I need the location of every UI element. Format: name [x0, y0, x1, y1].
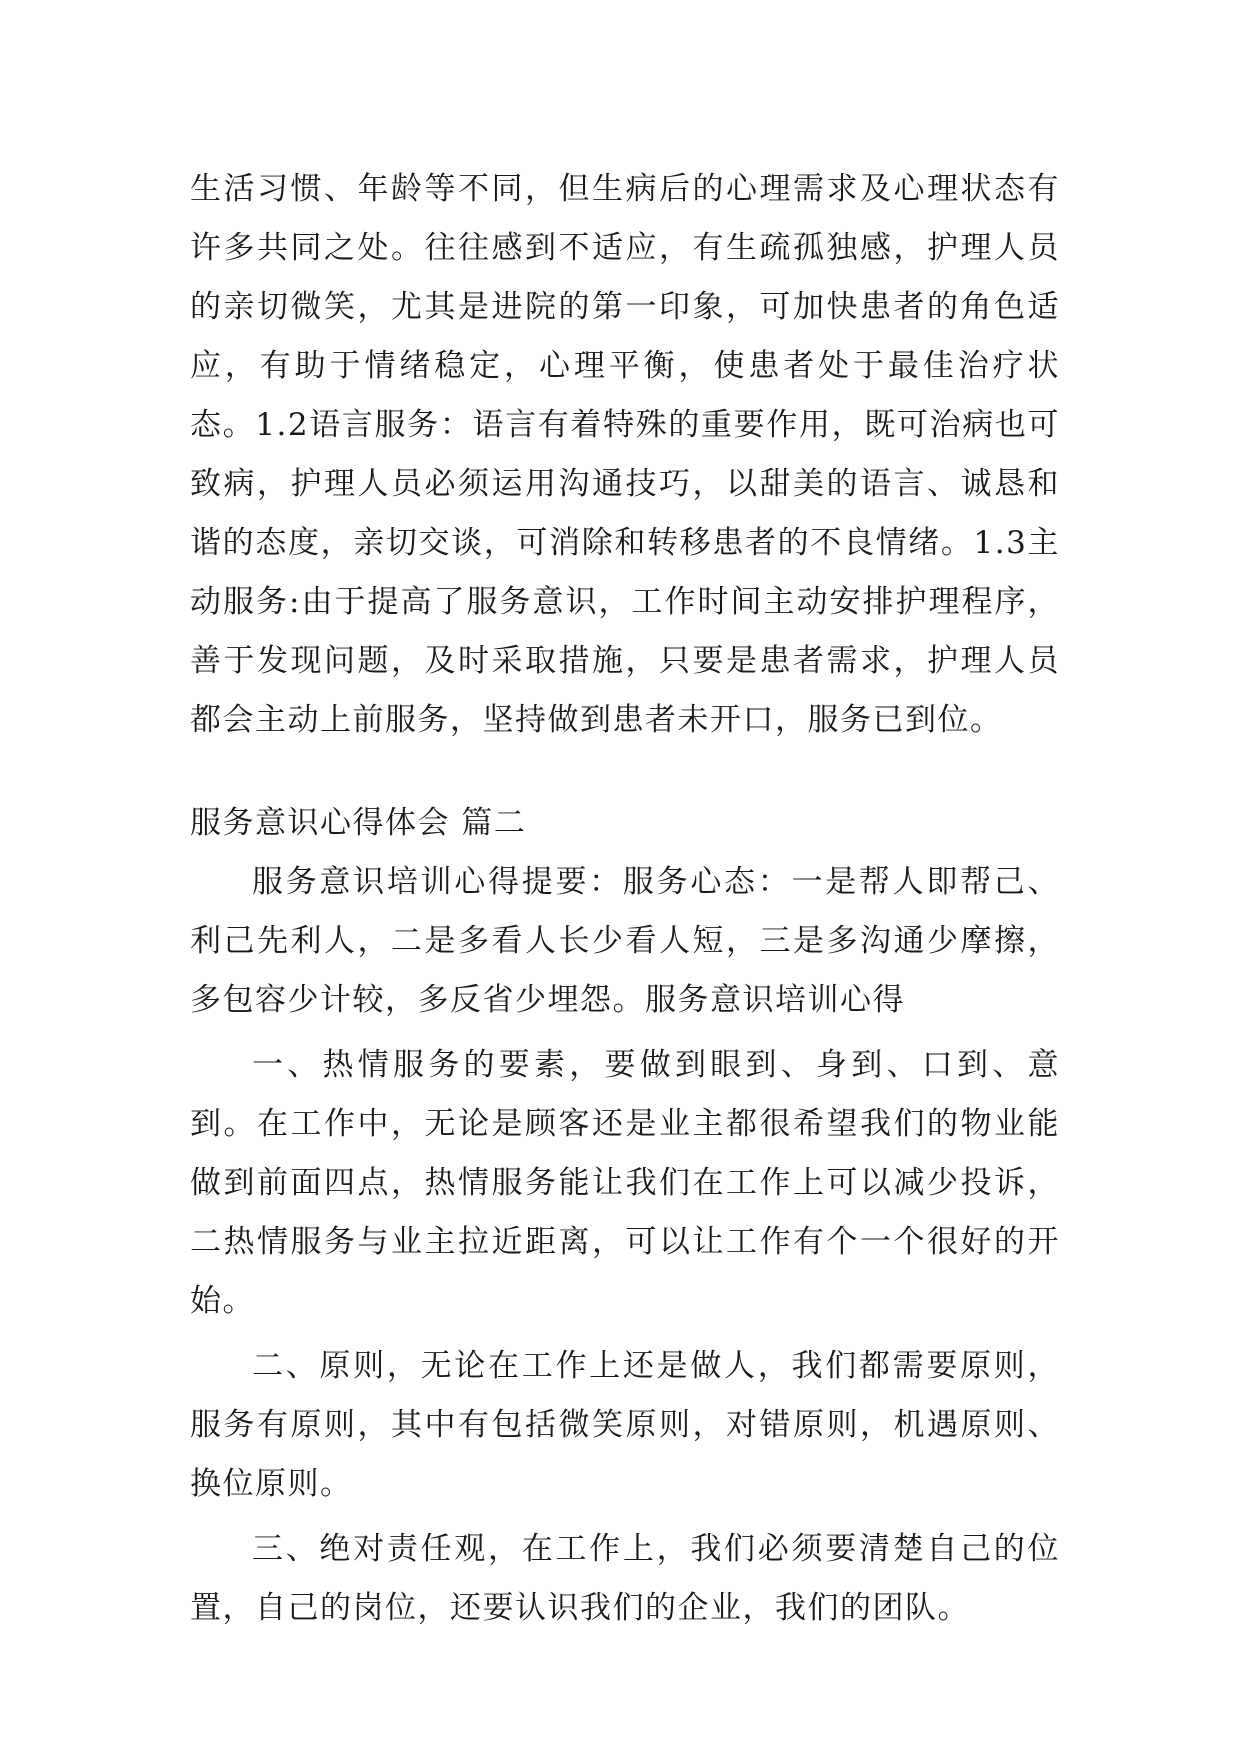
document-body — [190, 160, 1060, 1638]
paragraph-point-three: 三、绝对责任观，在工作上，我们必须要清楚自己的位置，自己的岗位，还要认识我们的企业，我们的团队。 — [190, 1531, 1060, 1626]
paragraph-continued: 生活习惯、年龄等不同，但生病后的心理需求及心理状态有许多共同之处。往往感到不适应，有生疏孤独感，护理人员的亲切微笑，尤其是进院的第一印象，可加快患者的角色适应，有助于情绪稳定，心理平衡，使患者处于最佳治疗状态。1.2语言服务：语言有着特殊的重要作用，既可治病也可致病，护理人员必须运用沟通技巧，以甜美的语言、诚恳和谐的态度，亲切交谈，可消除和转移患者的不良情绪。1.3主动服务:由于提高了服务意识，工作时间主动安排护理程序，善于发现问题，及时采取措施，只要是患者需求，护理人员都会主动上前服务，坚持做到患者未开口，服务已到位。 — [190, 171, 1060, 738]
paragraph-summary: 服务意识培训心得提要：服务心态：一是帮人即帮己、利己先利人，二是多看人长少看人短，三是多沟通少摩擦，多包容少计较，多反省少埋怨。服务意识培训心得 — [190, 864, 1060, 1018]
paragraph-point-one: 一、热情服务的要素，要做到眼到、身到、口到、意到。在工作中，无论是顾客还是业主都很希望我们的物业能做到前面四点，热情服务能让我们在工作上可以减少投诉，二热情服务与业主拉近距离，可以让工作有个一个很好的开始。 — [190, 1047, 1060, 1319]
section-heading: 服务意识心得体会 篇二 — [190, 805, 527, 841]
paragraph-point-two: 二、原则，无论在工作上还是做人，我们都需要原则，服务有原则，其中有包括微笑原则，对错原则，机遇原则、换位原则。 — [190, 1348, 1060, 1502]
